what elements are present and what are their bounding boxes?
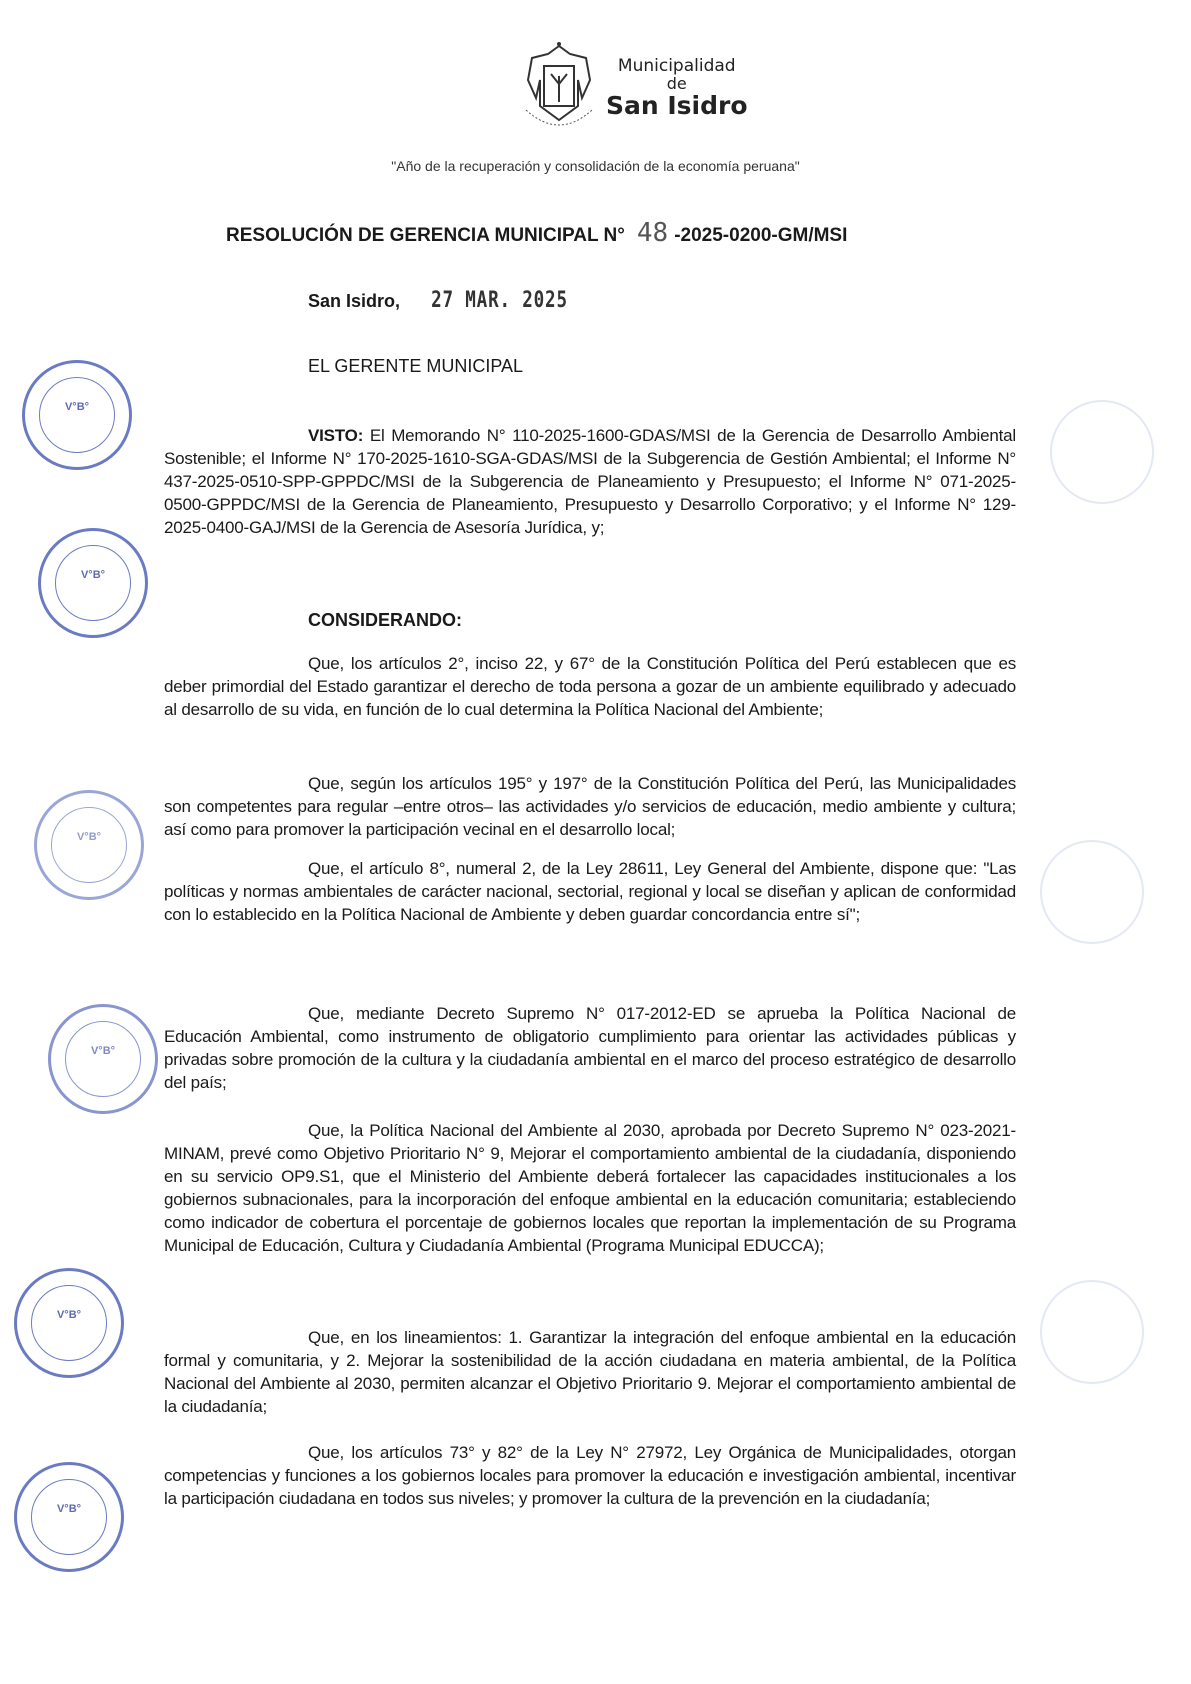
visto-paragraph [164, 424, 1016, 539]
approval-seal [14, 1268, 124, 1378]
year-motto: "Año de la recuperación y consolidación de la economía peruana" [391, 158, 800, 174]
approval-seal [14, 1462, 124, 1572]
paragraph: Que, la Política Nacional del Ambiente al 2030, aprobada por Decreto Supremo N° 023-2021-MINAM, prevé como Objetivo Prioritario N° 9, Mejorar el comportamiento ambiental de la ciudadanía, disponiendo en su servicio OP9.S1, que el Ministerio del Ambiente deberá fortalecer las capacidades institucionales a los gobiernos subnacionales, para la incorporación del enfoque ambiental en la educación comunitaria; estableciendo como indicador de cobertura el porcentaje de gobiernos locales que reportan la implementación de su Programa Municipal de Educación, Cultura y Ciudadanía Ambiental (Programa Municipal EDUCCA); [164, 1121, 1016, 1255]
visto-text: El Memorando N° 110-2025-1600-GDAS/MSI de la Gerencia de Desarrollo Ambiental Sostenible; el Informe N° 170-2025-1610-SGA-GDAS/MSI de la Subgerencia de Gestión Ambiental; el Informe N° 437-2025-0510-SPP-GPPDC/MSI de la Subgerencia de Planeamiento y Presupuesto; el Informe N° 071-2025-0500-GPPDC/MSI de la Gerencia de Planeamiento, Presupuesto y Desarrollo Corporativo; y el Informe N° 129-2025-0400-GAJ/MSI de la Gerencia de Asesoría Jurídica, y; [164, 426, 1016, 537]
resolution-number: 48 [636, 218, 669, 248]
resolution-prefix: RESOLUCIÓN DE GERENCIA MUNICIPAL N° [226, 225, 625, 246]
approval-seal [48, 1004, 158, 1114]
resolution-suffix: -2025-0200-GM/MSI [674, 225, 848, 246]
seal-label: V°B° [64, 401, 90, 413]
paragraph: Que, mediante Decreto Supremo N° 017-2012-ED se aprueba la Política Nacional de Educación Ambiental, como instrumento de obligatorio cumplimiento para orientar las actividades públicas y privadas sobre promoción de la cultura y la ciudadanía ambiental en el marco del proceso estratégico de desarrollo del país; [164, 1004, 1016, 1092]
faint-stamp-mark [1050, 400, 1154, 504]
institution-line-2: de [666, 74, 687, 93]
seal-label: V°B° [56, 1503, 82, 1515]
date-stamp: 27 MAR. 2025 [431, 288, 568, 313]
seal-label: V°B° [76, 831, 102, 843]
seal-label: V°B° [80, 569, 106, 581]
institution-line-3: San Isidro [606, 91, 748, 120]
institution-line-1: Municipalidad [617, 56, 736, 76]
faint-stamp-mark [1040, 1280, 1144, 1384]
considerando-heading: CONSIDERANDO: [308, 610, 463, 630]
resolution-title [226, 218, 847, 248]
paragraph: Que, los artículos 73° y 82° de la Ley N° 27972, Ley Orgánica de Municipalidades, otorgan competencias y funciones a los gobiernos locales para promover la educación e investigación ambiental, incentivar la participación ciudadana en todos sus niveles; y promover la cultura de la prevención en la ciudadanía; [164, 1443, 1016, 1508]
faint-stamp-mark [1040, 840, 1144, 944]
municipal-coat-of-arms-logo [518, 40, 600, 132]
institution-name [606, 56, 748, 120]
paragraph: Que, los artículos 2°, inciso 22, y 67° de la Constitución Política del Perú establecen que es deber primordial del Estado garantizar el derecho de toda persona a gozar de un ambiente equilibrado y adecuado al desarrollo de su vida, en función de lo cual determina la Política Nacional del Ambiente; [164, 654, 1016, 719]
paragraph: Que, el artículo 8°, numeral 2, de la Ley 28611, Ley General del Ambiente, dispone que: "Las políticas y normas ambientales de carácter nacional, sectorial, regional y local se diseñan y aplican de conformidad con lo establecido en la Política Nacional de Ambiente y deben guardar concordancia entre sí"; [164, 859, 1016, 924]
visto-label: VISTO: [308, 426, 364, 445]
paragraph: Que, en los lineamientos: 1. Garantizar la integración del enfoque ambiental en la educación formal y comunitaria, y 2. Mejorar la sostenibilidad de la acción ciudadana en materia ambiental, de la Política Nacional del Ambiente al 2030, permiten alcanzar el Objetivo Prioritario 9. Mejorar el comportamiento ambiental de la ciudadanía; [164, 1328, 1016, 1416]
approval-seal [38, 528, 148, 638]
approval-seal [34, 790, 144, 900]
issuer: EL GERENTE MUNICIPAL [308, 356, 524, 376]
date-place: San Isidro, [308, 291, 401, 311]
date-line [308, 288, 585, 313]
approval-seal [22, 360, 132, 470]
seal-label: V°B° [90, 1045, 116, 1057]
paragraph: Que, según los artículos 195° y 197° de la Constitución Política del Perú, las Municipalidades son competentes para regular –entre otros– las actividades y/o servicios de educación, medio ambiente y cultura; así como para promover la participación vecinal en el desarrollo local; [164, 774, 1016, 839]
seal-label: V°B° [56, 1309, 82, 1321]
